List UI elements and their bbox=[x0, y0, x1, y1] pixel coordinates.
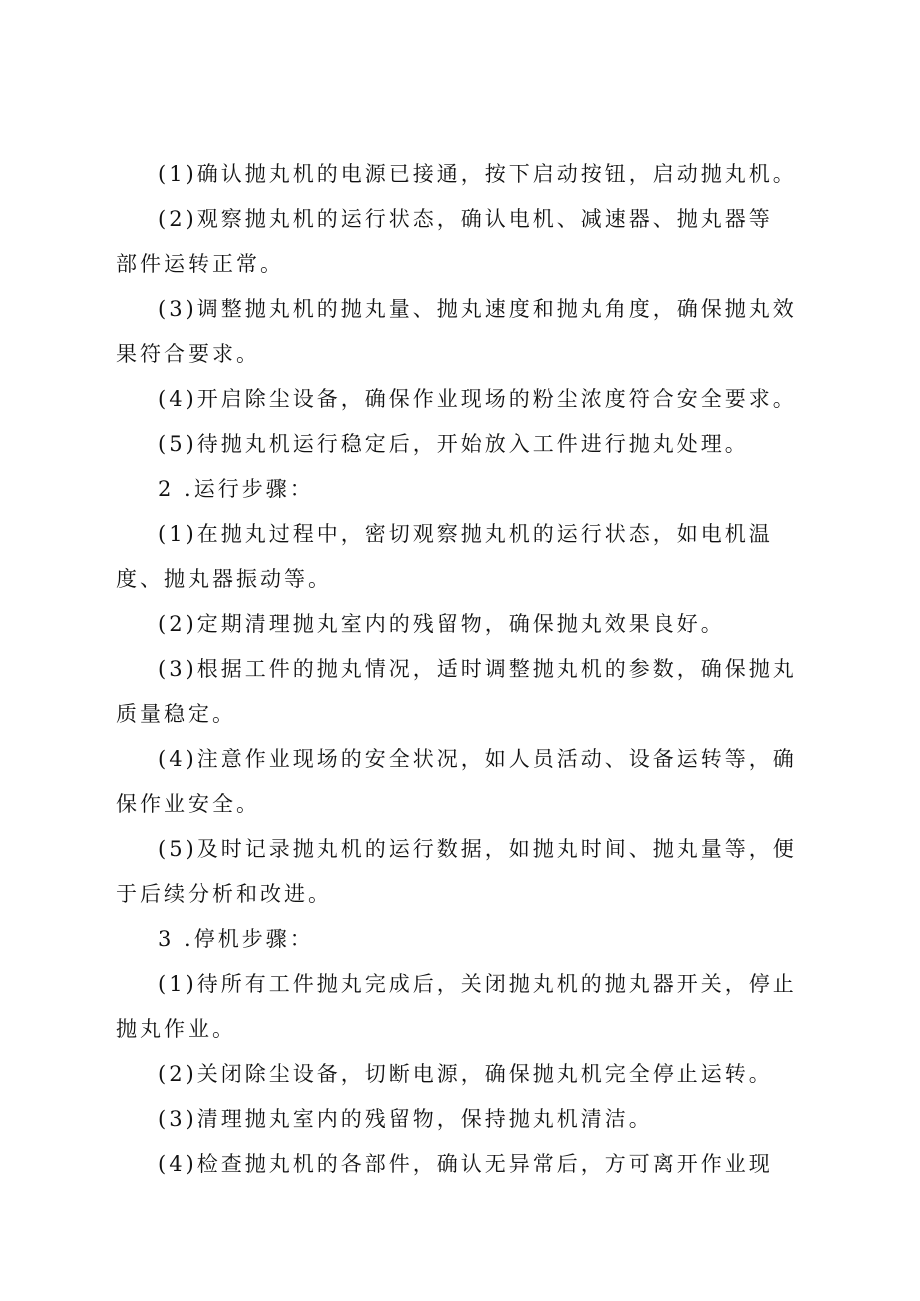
running-step-5: (5)及时记录抛丸机的运行数据，如抛丸时间、抛丸量等，便于后续分析和改进。 bbox=[116, 837, 797, 906]
startup-step-1: (1)确认抛丸机的电源已接通，按下启动按钮，启动抛丸机。 bbox=[158, 162, 797, 186]
running-step-4: (4)注意作业现场的安全状况，如人员活动、设备运转等，确保作业安全。 bbox=[116, 747, 797, 816]
startup-step-5: (5)待抛丸机运行稳定后，开始放入工件进行抛丸处理。 bbox=[158, 432, 749, 456]
running-step-3: (3)根据工件的抛丸情况，适时调整抛丸机的参数，确保抛丸质量稳定。 bbox=[116, 657, 797, 726]
section-heading-running: 2 .运行步骤： bbox=[158, 477, 314, 501]
shutdown-step-3: (3)清理抛丸室内的残留物，保持抛丸机清洁。 bbox=[158, 1107, 653, 1131]
shutdown-step-4: (4)检查抛丸机的各部件，确认无异常后，方可离开作业现 bbox=[158, 1152, 773, 1176]
document-body bbox=[116, 152, 816, 1187]
startup-step-3: (3)调整抛丸机的抛丸量、抛丸速度和抛丸角度，确保抛丸效果符合要求。 bbox=[116, 297, 797, 366]
startup-step-4: (4)开启除尘设备，确保作业现场的粉尘浓度符合安全要求。 bbox=[158, 387, 797, 411]
section-heading-shutdown: 3 .停机步骤： bbox=[158, 927, 314, 951]
shutdown-step-1: (1)待所有工件抛丸完成后，关闭抛丸机的抛丸器开关，停止抛丸作业。 bbox=[116, 972, 797, 1041]
running-step-1: (1)在抛丸过程中，密切观察抛丸机的运行状态，如电机温度、抛丸器振动等。 bbox=[116, 522, 773, 591]
running-step-2: (2)定期清理抛丸室内的残留物，确保抛丸效果良好。 bbox=[158, 612, 725, 636]
shutdown-step-2: (2)关闭除尘设备，切断电源，确保抛丸机完全停止运转。 bbox=[158, 1062, 773, 1086]
startup-step-2: (2)观察抛丸机的运行状态，确认电机、减速器、抛丸器等部件运转正常。 bbox=[116, 207, 773, 276]
